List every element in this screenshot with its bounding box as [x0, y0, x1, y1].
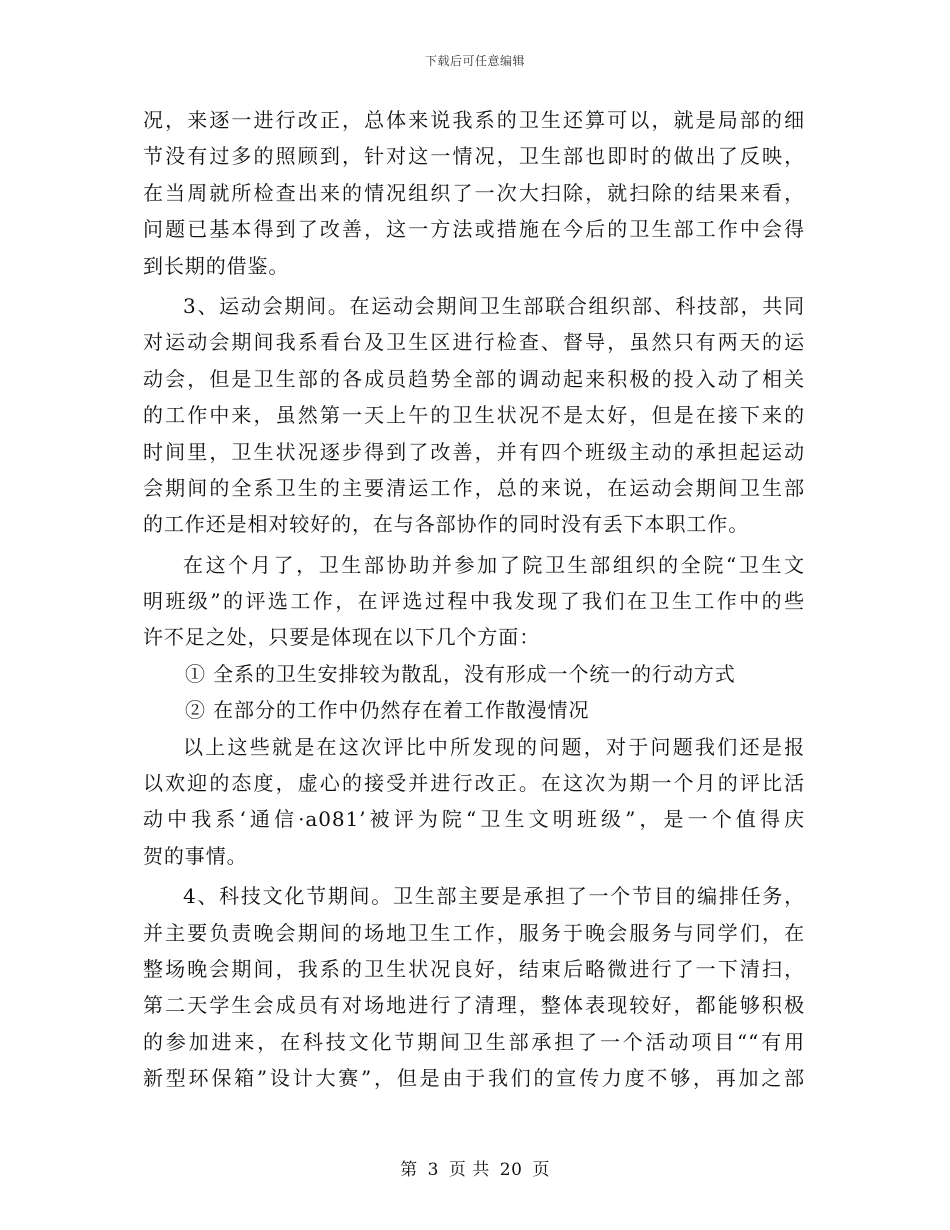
paragraph-line: 动会，但是卫生部的各成员趋势全部的调动起来积极的投入动了相关: [143, 366, 805, 391]
page-total: 20: [499, 1160, 523, 1180]
footer-prefix: 第: [400, 1160, 418, 1180]
footer-middle: 页 共: [448, 1160, 490, 1180]
paragraph-line: 4、科技文化节期间。卫生部主要是承担了一个节目的编排任务，: [183, 884, 805, 909]
paragraph-line: 许不足之处，只要是体现在以下几个方面：: [143, 625, 541, 650]
footer-suffix: 页: [532, 1160, 550, 1180]
paragraph-line: 动中我系‘通信·a081’被评为院“卫生文明班级”，是一个值得庆: [143, 807, 805, 832]
paragraph-line: 明班级”的评选工作，在评选过程中我发现了我们在卫生工作中的些: [143, 589, 805, 614]
paragraph-line: 时间里，卫生状况逐步得到了改善，并有四个班级主动的承担起运动: [143, 439, 805, 464]
paragraph-line: 新型环保箱”设计大赛”，但是由于我们的宣传力度不够，再加之部: [143, 1066, 805, 1091]
paragraph-line: 问题已基本得到了改善，这一方法或措施在今后的卫生部工作中会得: [143, 217, 805, 242]
paragraph-line: 以欢迎的态度，虚心的接受并进行改正。在这次为期一个月的评比活: [143, 771, 805, 796]
paragraph-line: 的参加进来，在科技文化节期间卫生部承担了一个活动项目““有用: [143, 1029, 805, 1054]
paragraph-line: 在这个月了，卫生部协助并参加了院卫生部组织的全院“卫生文: [183, 552, 805, 577]
paragraph-line: 对运动会期间我系看台及卫生区进行检查、督导，虽然只有两天的运: [143, 330, 805, 355]
paragraph-line: 第二天学生会成员有对场地进行了清理，整体表现较好，都能够积极: [143, 993, 805, 1018]
paragraph-line: 以上这些就是在这次评比中所发现的问题，对于问题我们还是报: [183, 734, 805, 759]
list-item: ① 全系的卫生安排较为散乱，没有形成一个统一的行动方式: [185, 661, 736, 686]
paragraph-line: 贺的事情。: [143, 843, 248, 868]
paragraph-line: 3、运动会期间。在运动会期间卫生部联合组织部、科技部，共同: [183, 293, 805, 318]
paragraph-line: 在当周就所检查出来的情况组织了一次大扫除，就扫除的结果来看，: [143, 180, 805, 205]
document-body: [143, 102, 805, 1097]
paragraph-line: 并主要负责晚会期间的场地卫生工作，服务于晚会服务与同学们，在: [143, 920, 805, 945]
page-number: 3: [427, 1160, 439, 1180]
page-header: 下载后可任意编辑: [424, 54, 525, 68]
page-footer: [0, 1155, 950, 1180]
paragraph-line: 到长期的借鉴。: [143, 253, 290, 278]
paragraph-line: 况，来逐一进行改正，总体来说我系的卫生还算可以，就是局部的细: [143, 108, 805, 132]
list-item: ② 在部分的工作中仍然存在着工作散漫情况: [185, 698, 590, 723]
paragraph-line: 的工作还是相对较好的，在与各部协作的同时没有丢下本职工作。: [143, 512, 750, 537]
paragraph-line: 会期间的全系卫生的主要清运工作，总的来说，在运动会期间卫生部: [143, 475, 805, 500]
paragraph-line: 的工作中来，虽然第一天上午的卫生状况不是太好，但是在接下来的: [143, 403, 805, 428]
paragraph-line: 整场晚会期间，我系的卫生状况良好，结束后略微进行了一下清扫，: [143, 956, 805, 981]
paragraph-line: 节没有过多的照顾到，针对这一情况，卫生部也即时的做出了反映，: [143, 144, 805, 169]
